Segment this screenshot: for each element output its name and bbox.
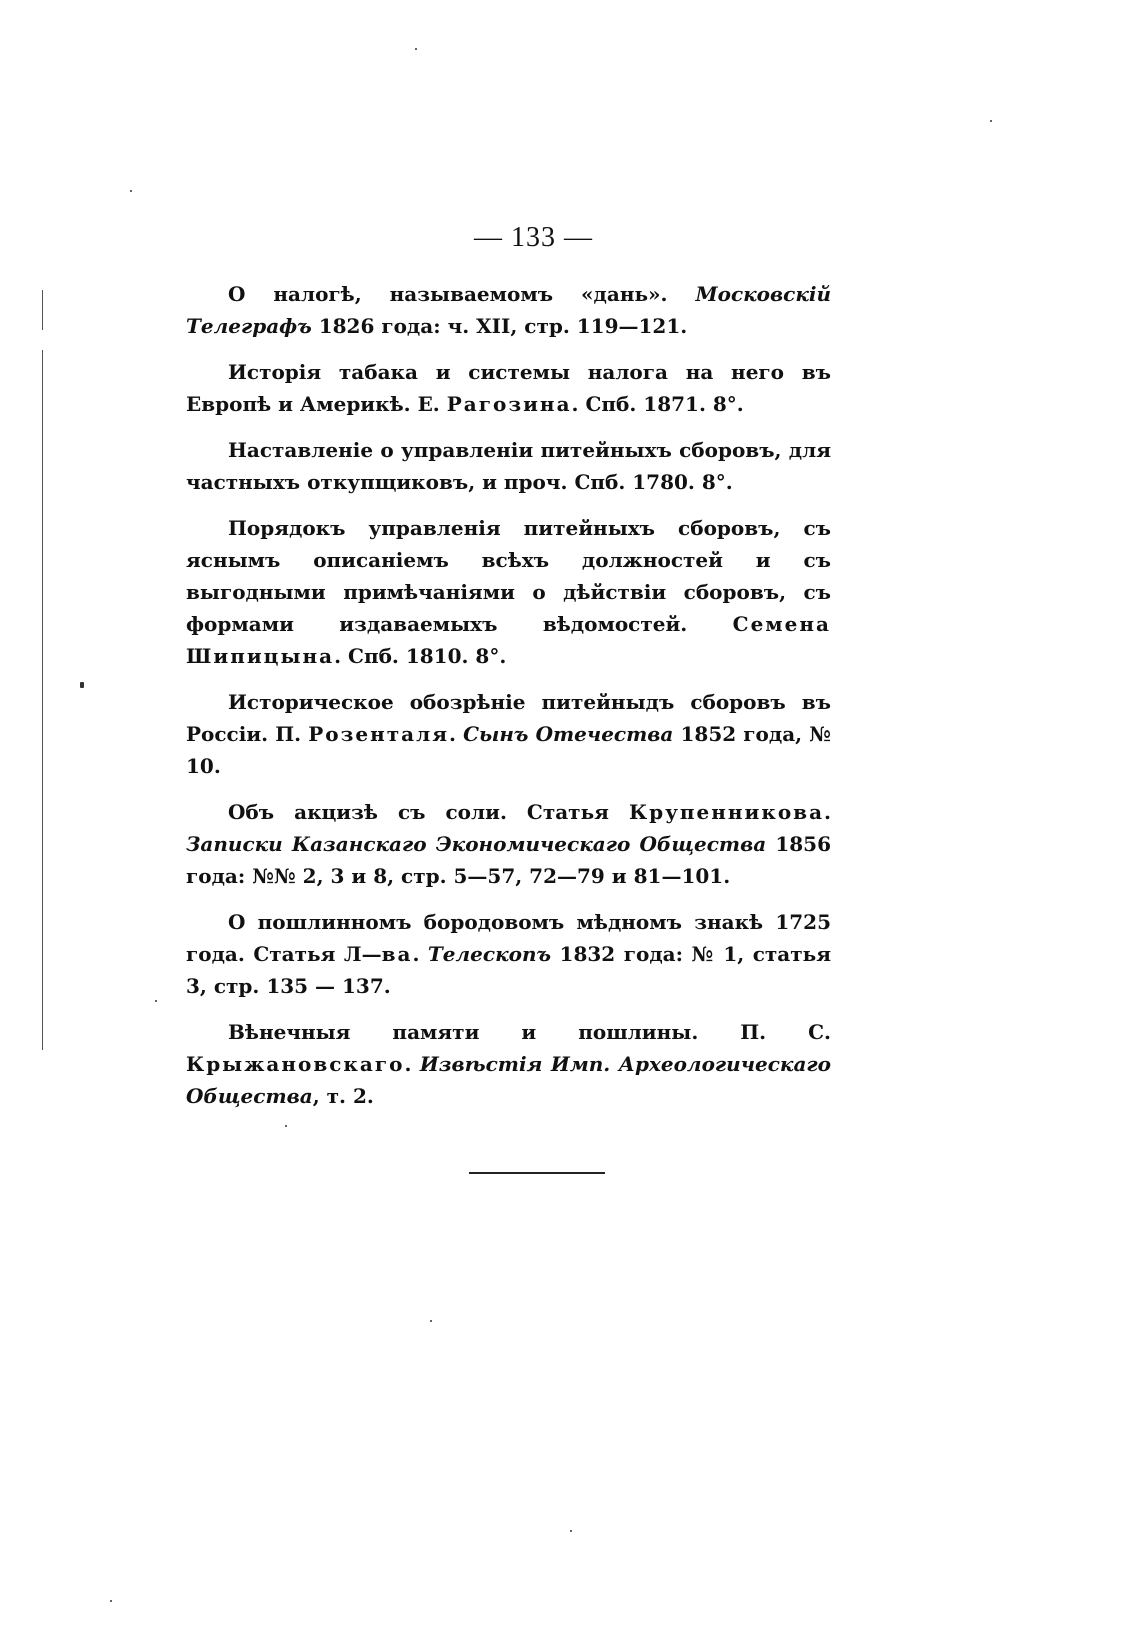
entry-text: Наставленіе о управленіи питейныхъ сборовъ, для частныхъ откупщиковъ, и проч. Спб. 1780. 8°. — [186, 438, 831, 494]
bibliography-entry — [186, 1016, 831, 1112]
bibliography-list — [186, 278, 831, 1126]
scan-speck — [990, 120, 992, 122]
entry-text: Исторія табака и системы налога на него въ Европѣ и Америкѣ. Е. — [186, 360, 831, 416]
bibliography-entry — [186, 278, 831, 342]
entry-journal-title: Телескопъ — [427, 942, 552, 966]
end-rule — [469, 1172, 605, 1174]
entry-journal-title: Московскій Телеграфъ — [186, 282, 831, 338]
entry-author: ва — [381, 942, 413, 966]
bibliography-entry — [186, 356, 831, 420]
entry-author: Крыжановскаго — [186, 1052, 405, 1076]
entry-author: Крупенникова — [628, 800, 825, 824]
bibliography-entry — [186, 796, 831, 892]
entry-citation: 1856 года: №№ 2, 3 и 8, стр. 5—57, 72—79 и 81—101. — [186, 832, 831, 888]
entry-separator: . — [404, 1052, 420, 1076]
entry-text: О пошлинномъ бородовомъ мѣдномъ знакѣ 1725 года. Статья Л— — [186, 910, 831, 966]
scan-edge-mark — [42, 290, 43, 330]
entry-journal-title: Записки Казанскаго Экономическаго Общества — [186, 832, 767, 856]
scan-speck — [130, 190, 132, 192]
bibliography-entry — [186, 434, 831, 498]
scan-speck — [155, 1000, 157, 1002]
entry-text: Объ акцизѣ съ соли. Статья — [228, 800, 629, 824]
entry-author: Семена Шипицына — [186, 612, 831, 668]
entry-journal-title: Извѣстія Имп. Археологическаго Общества — [186, 1052, 831, 1108]
bibliography-entry — [186, 686, 831, 782]
scan-speck — [80, 682, 84, 688]
scan-speck — [285, 1125, 287, 1127]
entry-text: Историческое обозрѣніе питейныдъ сборовъ въ Россіи. П. — [186, 690, 831, 746]
entry-journal-title: Сынъ Отечества — [463, 722, 674, 746]
entry-author: Розенталя — [308, 722, 449, 746]
entry-citation: . Спб. 1810. 8°. — [334, 644, 507, 668]
entry-text: О налогѣ, называемомъ «дань». — [228, 282, 696, 306]
entry-author: Рагозина — [446, 392, 572, 416]
entry-separator: . — [448, 722, 464, 746]
entry-citation: , т. 2. — [312, 1084, 374, 1108]
scan-speck — [110, 1600, 112, 1602]
entry-citation: 1832 года: № 1, статья 3, стр. 135 — 137. — [186, 942, 831, 998]
bibliography-entry — [186, 512, 831, 672]
page-number: — 133 — — [474, 222, 593, 253]
entry-citation: 1852 года, № 10. — [186, 722, 832, 778]
entry-text: Порядокъ управленія питейныхъ сборовъ, съ яснымъ описаніемъ всѣхъ должностей и съ выгодными примѣчаніями о дѣйствіи сборовъ, съ формами издаваемыхъ вѣдомостей. — [186, 516, 831, 636]
bibliography-entry — [186, 906, 831, 1002]
scan-speck — [415, 48, 417, 50]
entry-separator: . — [412, 942, 428, 966]
entry-citation: 1826 года: ч. XII, стр. 119—121. — [311, 314, 688, 338]
scan-edge-mark — [42, 350, 43, 1050]
scan-speck — [570, 1530, 572, 1532]
entry-separator: . — [824, 800, 831, 824]
entry-text: Вѣнечныя памяти и пошлины. П. С. — [228, 1020, 831, 1044]
scan-speck — [430, 1320, 432, 1322]
entry-citation: . Спб. 1871. 8°. — [571, 392, 744, 416]
